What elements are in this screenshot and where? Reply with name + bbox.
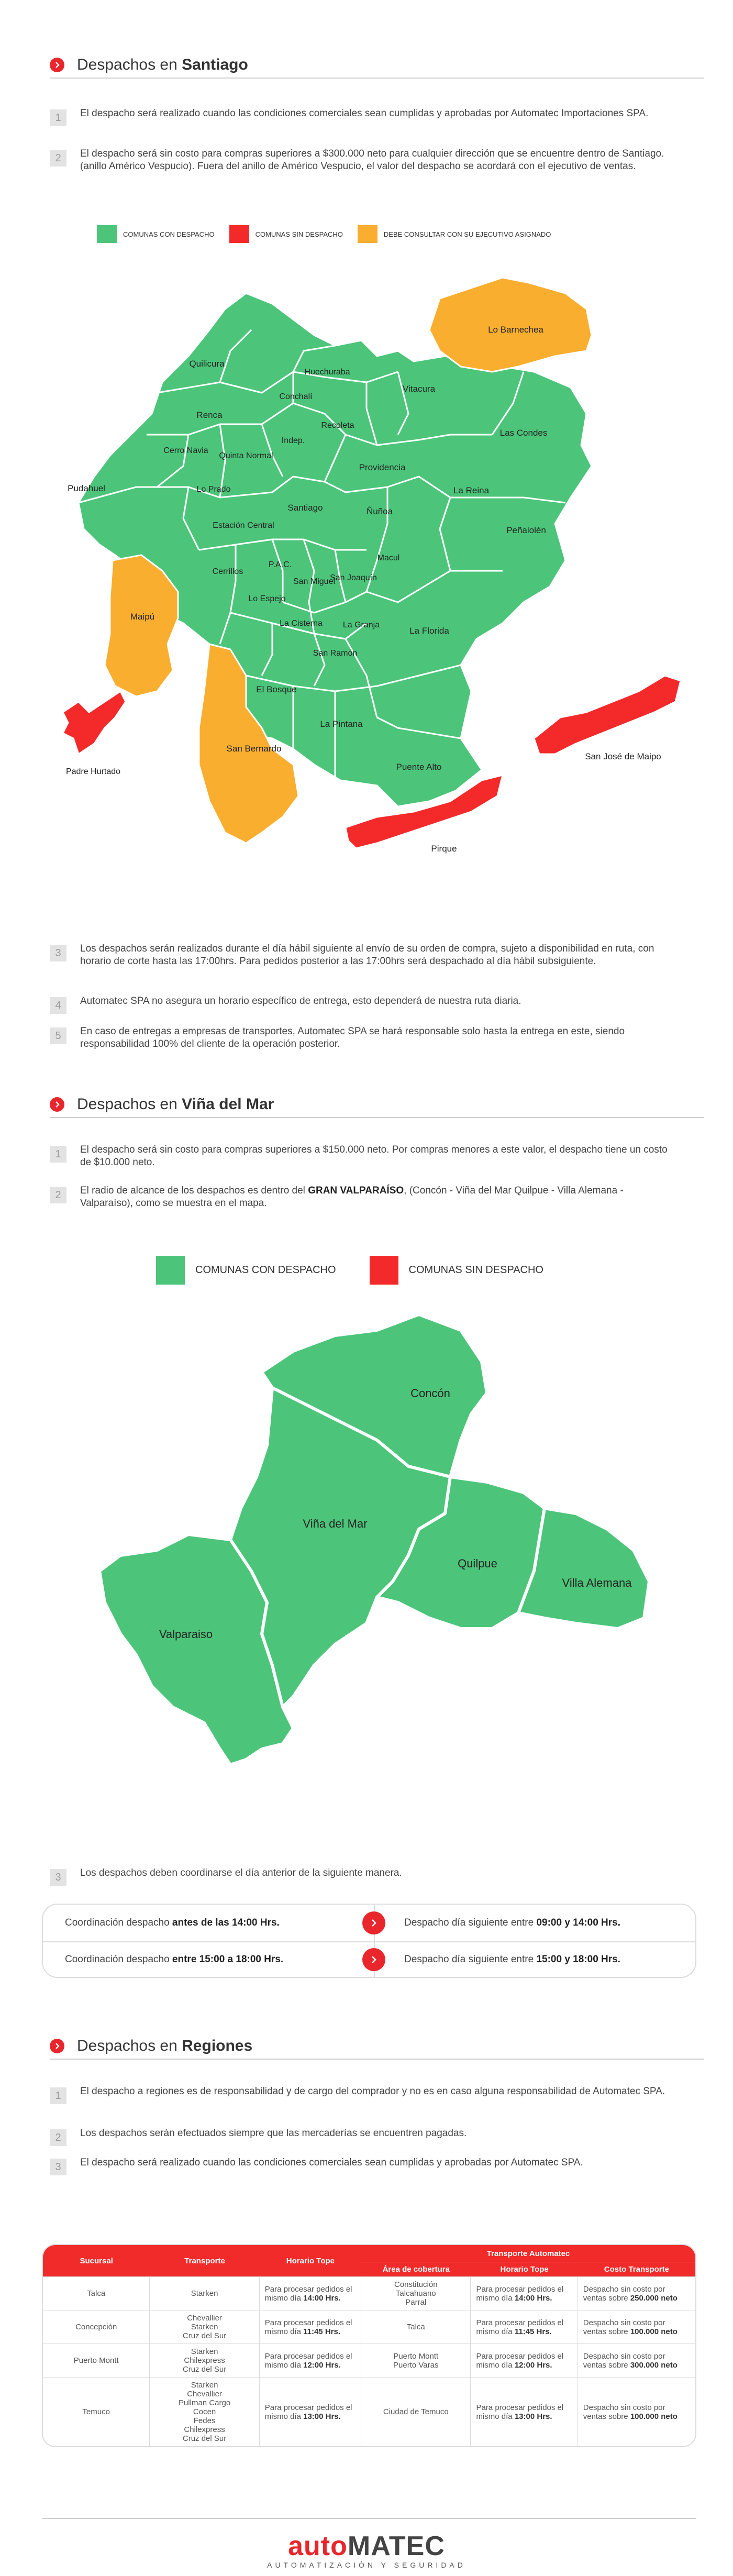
map-label: La Reina xyxy=(453,485,490,495)
cell-horario: Para procesar pedidos el mismo día 14:00 Hrs. xyxy=(260,2276,361,2310)
automatec-logo xyxy=(0,2530,733,2569)
map-label: Viña del Mar xyxy=(303,1517,368,1530)
cell-horario-2: Para procesar pedidos el mismo día 14:00 Hrs. xyxy=(471,2276,577,2310)
logo-wordmark: autoMATEC xyxy=(288,2531,445,2561)
section-header-vina xyxy=(50,1092,704,1118)
item-text: Los despachos serán efectuados siempre que las mercaderías se encuentren pagadas. xyxy=(80,2128,467,2139)
map-label: Las Condes xyxy=(499,428,548,438)
list-item xyxy=(50,1025,694,1051)
list-item xyxy=(50,1185,694,1210)
cell-area: Constitución Talcahuano Parral xyxy=(361,2276,471,2310)
santiago-map xyxy=(0,278,733,880)
logo-tagline: AUTOMATIZACIÓN Y SEGURIDAD xyxy=(267,2561,466,2569)
map-label: Lo Prado xyxy=(196,485,231,494)
cell-horario-2: Para procesar pedidos el mismo día 11:45 Hrs. xyxy=(471,2310,577,2343)
map-label: La Granja xyxy=(342,621,380,629)
map-label: Cerrillos xyxy=(212,567,243,576)
cell-costo: Despacho sin costo por ventas sobre 100.000 neto xyxy=(578,2377,695,2446)
item-text: El radio de alcance de los despachos es dentro del GRAN VALPARAÍSO, (Concón - Viña del Mar Quilpue - Villa Alemana - Valparaíso), como se muestra en el mapa. xyxy=(80,1185,624,1209)
item-text: El despacho será realizado cuando las condiciones comerciales sean cumplidas y aprobadas por Automatec SPA. xyxy=(80,2157,583,2168)
red-region-padre-hurtado xyxy=(63,691,126,754)
chevron-right-icon xyxy=(50,1097,64,1112)
orange-region-maipu xyxy=(105,555,178,696)
table-header: Sucursal xyxy=(43,2245,150,2276)
section-header-regiones xyxy=(50,2033,704,2060)
map-label: Concón xyxy=(410,1387,450,1400)
legend-label: DEBE CONSULTAR CON SU EJECUTIVO ASIGNADO xyxy=(383,230,551,238)
map-label: San José de Maipo xyxy=(585,751,661,761)
item-text: El despacho será realizado cuando las condiciones comerciales sean cumplidas y aprobadas por Automatec Importaciones SPA. xyxy=(80,108,649,119)
map-label: Pudahuel xyxy=(68,483,105,493)
list-item xyxy=(50,943,694,968)
item-number: 2 xyxy=(50,150,66,167)
map-legend-santiago xyxy=(97,225,551,243)
item-text: Los despachos serán realizados durante el día hábil siguiente al envío de su orden de compra, sujeto a disponibilidad en ruta, con horario de corte hasta las 17:00hrs. Para pedidos posterior a las 17:00hrs será despachado al día hábil subsiguiente. xyxy=(80,943,654,967)
map-label: San Ramón xyxy=(313,649,358,658)
table-header: Horario Tope xyxy=(471,2262,577,2276)
map-label: Renca xyxy=(196,410,223,420)
coordination-right: Despacho día siguiente entre 09:00 y 14:00 Hrs. xyxy=(404,1917,621,1928)
cell-horario: Para procesar pedidos el mismo día 13:00 Hrs. xyxy=(260,2377,361,2446)
list-item xyxy=(50,148,694,173)
item-number: 1 xyxy=(50,1146,66,1163)
legend-swatch xyxy=(156,1256,185,1285)
section-title: Despachos en Viña del Mar xyxy=(77,1096,274,1113)
item-text: Automatec SPA no asegura un horario específico de entrega, esto dependerá de nuestra ruta diaria. xyxy=(80,996,521,1007)
map-label: Quilpue xyxy=(458,1557,497,1570)
map-label: Providencia xyxy=(359,462,406,472)
map-label: Quilicura xyxy=(189,359,225,369)
chevron-right-icon xyxy=(362,1911,385,1934)
map-label: Puente Alto xyxy=(396,762,442,772)
cell-sucursal: Puerto Montt xyxy=(43,2343,150,2377)
cell-costo: Despacho sin costo por ventas sobre 250.000 neto xyxy=(578,2276,695,2310)
cell-costo: Despacho sin costo por ventas sobre 100.000 neto xyxy=(578,2310,695,2343)
item-number: 4 xyxy=(50,997,66,1014)
table-row xyxy=(43,2377,695,2446)
legend-swatch xyxy=(358,225,377,243)
list-item xyxy=(50,995,694,1014)
map-label: Indep. xyxy=(281,436,305,445)
list-item xyxy=(50,1867,694,1886)
map-label: Villa Alemana xyxy=(562,1576,632,1589)
legend-label: COMUNAS SIN DESPACHO xyxy=(255,230,343,238)
red-region-san-jose xyxy=(534,676,681,754)
list-item xyxy=(50,2157,694,2175)
list-item xyxy=(50,1144,694,1169)
cell-transporte: Starken xyxy=(150,2276,259,2310)
item-number: 5 xyxy=(50,1027,66,1044)
map-label: La Pintana xyxy=(320,719,363,729)
map-label: San Miguel xyxy=(293,577,336,586)
map-label: Padre Hurtado xyxy=(65,767,121,776)
vina-map xyxy=(0,1309,733,1801)
cell-horario: Para procesar pedidos el mismo día 11:45 Hrs. xyxy=(260,2310,361,2343)
map-label: P.A.C. xyxy=(268,560,292,569)
map-label: San Joaquín xyxy=(330,573,377,582)
map-label: Estación Central xyxy=(213,521,274,530)
table-row xyxy=(43,2343,695,2377)
map-legend-vina xyxy=(156,1256,543,1285)
cell-area: Talca xyxy=(361,2310,471,2343)
cell-transporte: Starken Chevallier Pullman Cargo Cocen Fedes Chilexpress Cruz del Sur xyxy=(150,2377,259,2446)
chevron-right-icon xyxy=(50,58,64,72)
cell-horario-2: Para procesar pedidos el mismo día 12:00 Hrs. xyxy=(471,2343,577,2377)
cell-area: Puerto Montt Puerto Varas xyxy=(361,2343,471,2377)
cell-horario: Para procesar pedidos el mismo día 12:00 Hrs. xyxy=(260,2343,361,2377)
map-label: Maipú xyxy=(130,612,155,622)
table-header: Transporte xyxy=(150,2245,259,2276)
map-label: Lo Espejo xyxy=(248,594,286,603)
divider xyxy=(42,2518,696,2519)
cell-transporte: Chevallier Starken Cruz del Sur xyxy=(150,2310,259,2343)
cell-area: Ciudad de Temuco xyxy=(361,2377,471,2446)
legend-label: COMUNAS CON DESPACHO xyxy=(123,230,215,238)
map-label: Quinta Normal xyxy=(219,451,273,460)
item-number: 1 xyxy=(50,109,66,126)
map-label: Lo Barnechea xyxy=(488,325,543,335)
list-item xyxy=(50,2127,694,2146)
item-number: 1 xyxy=(50,2087,66,2104)
map-label: Recoleta xyxy=(321,421,354,430)
item-number: 3 xyxy=(50,945,66,961)
coordination-left: Coordinación despacho antes de las 14:00 Hrs. xyxy=(65,1917,280,1928)
legend-label: COMUNAS SIN DESPACHO xyxy=(408,1264,543,1276)
item-number: 3 xyxy=(50,1869,66,1886)
item-text: En caso de entregas a empresas de transportes, Automatec SPA se hará responsable solo hasta la entrega en este, siendo responsabilidad 100% del cliente de la operación posterior. xyxy=(80,1026,625,1049)
table-row xyxy=(43,2276,695,2310)
legend-swatch xyxy=(97,225,117,243)
map-label: Pirque xyxy=(431,844,457,854)
cell-horario-2: Para procesar pedidos el mismo día 13:00 Hrs. xyxy=(471,2377,577,2446)
item-text: El despacho será sin costo para compras superiores a $300.000 neto para cualquier dirección que se encuentre dentro de Santiago. (anillo Américo Vespucio). Fuera del anillo de Américo Vespucio, el valor del despacho se acordará con el ejecutivo de ventas. xyxy=(80,148,664,172)
cell-costo: Despacho sin costo por ventas sobre 300.000 neto xyxy=(578,2343,695,2377)
table-group-header: Transporte Automatec xyxy=(361,2245,695,2262)
section-title: Despachos en Santiago xyxy=(77,56,248,73)
list-item xyxy=(50,2085,694,2104)
coordination-left: Coordinación despacho entre 15:00 a 18:00 Hrs. xyxy=(65,1954,284,1965)
table-header: Horario Tope xyxy=(260,2245,361,2276)
map-label: Valparaiso xyxy=(159,1628,213,1641)
item-text: El despacho a regiones es de responsabilidad y de cargo del comprador y no es en caso alguna responsabilidad de Automatec SPA. xyxy=(80,2086,665,2097)
map-label: San Bernardo xyxy=(226,744,282,754)
legend-label: COMUNAS CON DESPACHO xyxy=(195,1264,336,1276)
cell-sucursal: Concepción xyxy=(43,2310,150,2343)
item-number: 2 xyxy=(50,1187,66,1203)
item-number: 2 xyxy=(50,2129,66,2146)
map-label: La Florida xyxy=(409,626,449,636)
cell-transporte: Starken Chilexpress Cruz del Sur xyxy=(150,2343,259,2377)
section-title: Despachos en Regiones xyxy=(77,2037,253,2054)
map-label: Vitacura xyxy=(402,384,436,394)
map-label: El Bosque xyxy=(256,684,297,694)
coordination-right: Despacho día siguiente entre 15:00 y 18:00 Hrs. xyxy=(404,1954,621,1965)
table-header: Área de cobertura xyxy=(361,2262,471,2276)
legend-swatch xyxy=(229,225,249,243)
table-row xyxy=(43,2310,695,2343)
item-number: 3 xyxy=(50,2159,66,2175)
cell-sucursal: Temuco xyxy=(43,2377,150,2446)
list-item xyxy=(50,107,694,126)
item-text: Los despachos deben coordinarse el día anterior de la siguiente manera. xyxy=(80,1867,402,1878)
table-header: Costo Transporte xyxy=(578,2262,695,2276)
item-text: El despacho será sin costo para compras superiores a $150.000 neto. Por compras menores a este valor, el despacho tiene un costo de $10.000 neto. xyxy=(80,1144,668,1168)
map-label: Cerro Navia xyxy=(163,446,208,455)
coordination-row xyxy=(43,1905,695,1941)
map-label: Huechuraba xyxy=(304,368,350,377)
map-label: Macul xyxy=(377,554,400,562)
section-header-santiago xyxy=(50,52,704,79)
table-body xyxy=(43,2276,695,2446)
coordination-table xyxy=(42,1904,696,1978)
regiones-table xyxy=(42,2244,696,2447)
map-label: Conchalí xyxy=(279,392,313,401)
chevron-right-icon xyxy=(362,1948,385,1971)
vina-map-shapes xyxy=(99,1314,649,1765)
map-label: La Cisterna xyxy=(280,619,323,628)
legend-swatch xyxy=(370,1256,398,1285)
chevron-right-icon xyxy=(50,2039,64,2053)
cell-sucursal: Talca xyxy=(43,2276,150,2310)
map-label: Peñalolén xyxy=(506,525,546,535)
coordination-row xyxy=(43,1941,695,1978)
map-label: Ñuñoa xyxy=(366,506,393,516)
map-label: Santiago xyxy=(287,503,323,513)
santiago-map-shapes xyxy=(63,278,681,848)
